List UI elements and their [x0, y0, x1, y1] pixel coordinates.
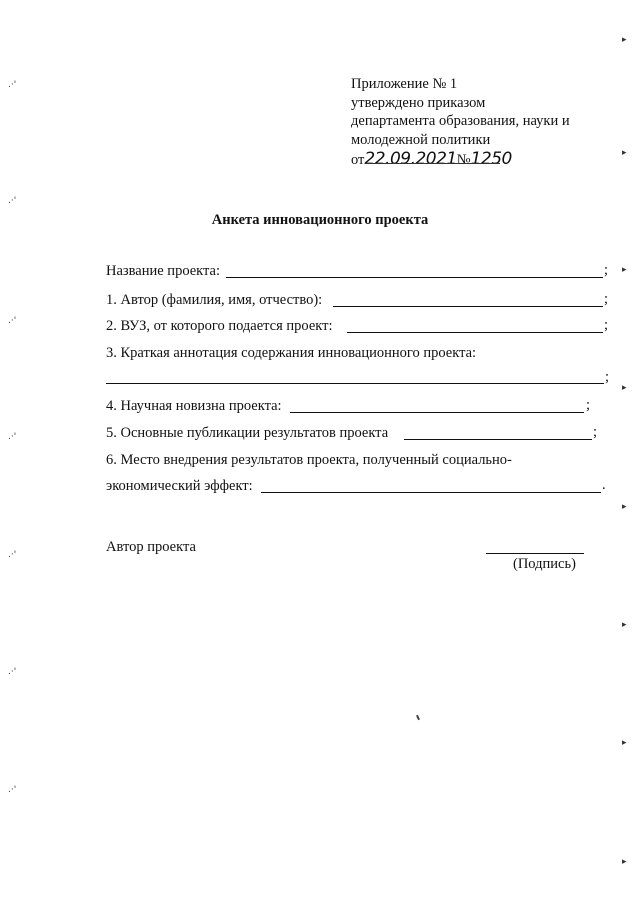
field-project-name-label: Название проекта: [106, 263, 221, 279]
field-end-semicolon: ; [605, 369, 610, 385]
order-date-line [351, 150, 570, 170]
field-author-label: 1. Автор (фамилия, имя, отчество): [106, 292, 323, 308]
margin-mark: ▸ [622, 738, 627, 748]
approval-block [351, 75, 570, 170]
field-end-semicolon: ; [604, 291, 609, 307]
field-implementation-label: 6. Место внедрения результатов проекта, полученный социально- [106, 452, 512, 468]
margin-mark: ▸ [622, 857, 627, 867]
field-implementation-line[interactable] [261, 492, 601, 493]
margin-mark: .·' [8, 667, 17, 677]
handwritten-order-number: 1250 [470, 149, 512, 169]
field-annotation-line[interactable] [106, 383, 604, 384]
margin-mark: ▸ [622, 620, 627, 630]
field-project-name-line[interactable] [226, 277, 603, 278]
department-line-2: молодежной политики [351, 131, 491, 148]
field-end-semicolon: ; [604, 262, 609, 278]
margin-mark: .·' [8, 785, 17, 795]
field-end-semicolon: ; [586, 397, 591, 413]
margin-mark: .·' [8, 80, 17, 90]
margin-mark: .·' [8, 432, 17, 442]
margin-mark: .·' [8, 550, 17, 560]
field-annotation-label: 3. Краткая аннотация содержания инновационного проекта: [106, 345, 477, 361]
field-end-period: . [602, 477, 606, 493]
margin-mark: ▸ [622, 265, 627, 275]
margin-mark: ▸ [622, 383, 627, 393]
field-author-line[interactable] [333, 306, 603, 307]
date-prefix: от [351, 152, 365, 168]
date-underline [365, 163, 500, 164]
margin-mark: ▸ [622, 35, 627, 45]
field-publications-line[interactable] [404, 439, 592, 440]
field-implementation-continuation: экономический эффект: [106, 478, 253, 494]
field-novelty-label: 4. Научная новизна проекта: [106, 398, 282, 414]
signature-caption: (Подпись) [513, 556, 576, 572]
margin-mark: .·' [8, 196, 17, 206]
field-university-line[interactable] [347, 332, 603, 333]
field-novelty-line[interactable] [290, 412, 584, 413]
department-line: департамента образования, науки и [351, 113, 570, 129]
field-publications-label: 5. Основные публикации результатов проекта [106, 425, 389, 441]
scan-speck [416, 715, 420, 720]
signature-label: Автор проекта [106, 539, 196, 555]
signature-line[interactable] [486, 553, 584, 554]
margin-mark: ▸ [622, 148, 627, 158]
approval-line: утверждено приказом [351, 94, 486, 111]
appendix-number: Приложение № 1 [351, 76, 458, 92]
number-sign: № [456, 152, 471, 168]
form-title: Анкета инновационного проекта [211, 212, 429, 228]
margin-mark: .·' [8, 316, 17, 326]
field-university-label: 2. ВУЗ, от которого подается проект: [106, 318, 333, 334]
handwritten-date: 22.09.2021 [364, 149, 457, 169]
margin-mark: ▸ [622, 502, 627, 512]
field-end-semicolon: ; [593, 424, 598, 440]
field-end-semicolon: ; [604, 317, 609, 333]
